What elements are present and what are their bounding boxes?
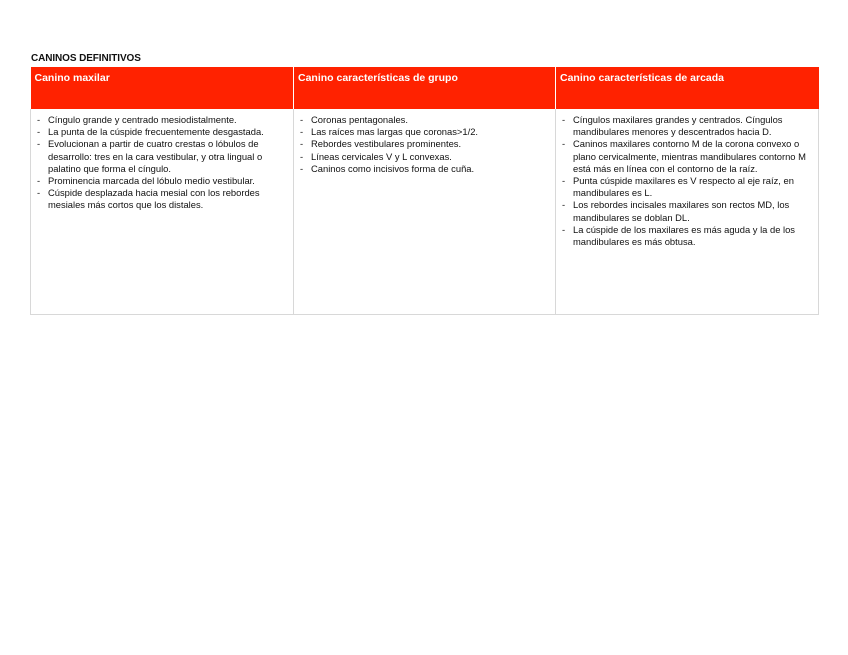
header-canino-maxilar: Canino maxilar (31, 67, 294, 109)
list-item: - Punta cúspide maxilares es V respecto al eje raíz, en mandibulares es L. (560, 175, 814, 199)
list-item: - Caninos maxilares contorno M de la corona convexo o plano cervicalmente, mientras mandibulares contorno M está más en línea con el contorno de la raíz. (560, 138, 814, 175)
column-caracteristicas-grupo (294, 109, 556, 314)
column-canino-maxilar (31, 109, 294, 314)
list-caracteristicas-arcada (560, 114, 814, 248)
list-item: - La punta de la cúspide frecuentemente desgastada. (35, 126, 289, 138)
list-item: - Rebordes vestibulares prominentes. (298, 138, 551, 150)
list-canino-maxilar (35, 114, 289, 212)
header-caracteristicas-grupo: Canino características de grupo (294, 67, 556, 109)
list-caracteristicas-grupo (298, 114, 551, 175)
list-item: - Los rebordes incisales maxilares son rectos MD, los mandibulares se doblan DL. (560, 199, 814, 223)
list-item: - Las raíces mas largas que coronas>1/2. (298, 126, 551, 138)
list-item: - Prominencia marcada del lóbulo medio vestibular. (35, 175, 289, 187)
table-header-row (31, 67, 819, 109)
list-item: - Evolucionan a partir de cuatro crestas o lóbulos de desarrollo: tres en la cara vestibular, y otra lingual o palatino que forma el cíngulo. (35, 138, 289, 175)
column-caracteristicas-arcada (556, 109, 819, 314)
table-body-row (31, 109, 819, 314)
list-item: - La cúspide de los maxilares es más aguda y la de los mandibulares es más obtusa. (560, 224, 814, 248)
list-item: - Cúspide desplazada hacia mesial con los rebordes mesiales más cortos que los distales. (35, 187, 289, 211)
list-item: - Líneas cervicales V y L convexas. (298, 151, 551, 163)
list-item: - Cíngulos maxilares grandes y centrados. Cíngulos mandibulares menores y descentrados hacia D. (560, 114, 814, 138)
list-item: - Coronas pentagonales. (298, 114, 551, 126)
document-title: CANINOS DEFINITIVOS (31, 53, 141, 64)
header-caracteristicas-arcada: Canino características de arcada (556, 67, 819, 109)
caninos-table (30, 67, 819, 315)
list-item: - Caninos como incisivos forma de cuña. (298, 163, 551, 175)
list-item: - Cíngulo grande y centrado mesiodistalmente. (35, 114, 289, 126)
